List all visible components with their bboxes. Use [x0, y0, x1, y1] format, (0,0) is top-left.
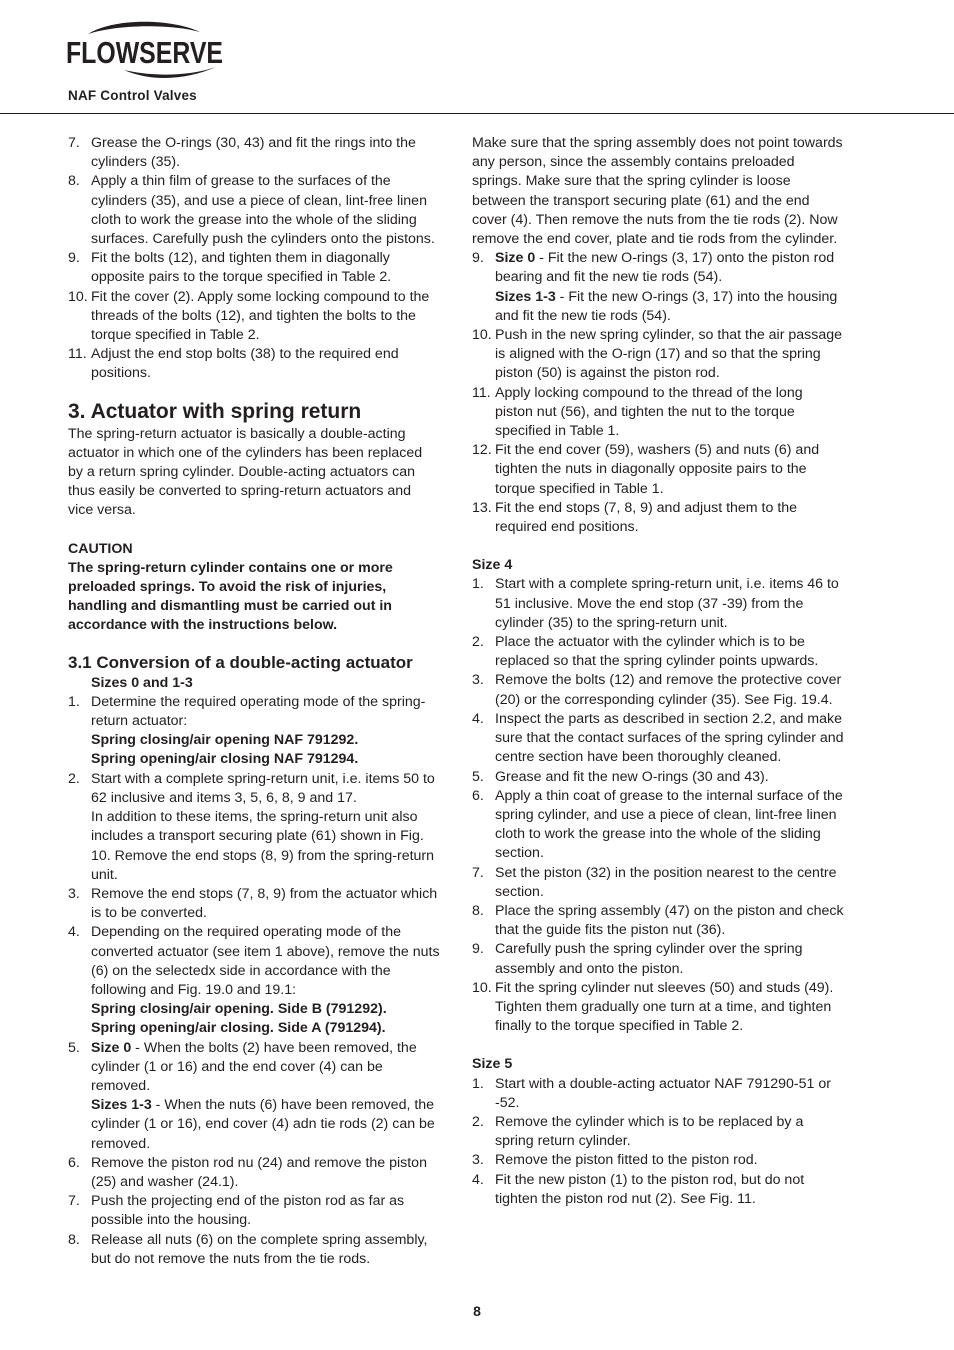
list-item: 1. Start with a double-acting actuator NAF 791290-51 or -52. — [472, 1075, 831, 1111]
list-item: 6. Remove the piston rod nu (24) and remove the piston (25) and washer (24.1). — [68, 1154, 427, 1190]
svg-text:FLOWSERVE: FLOWSERVE — [66, 35, 223, 70]
list-item: 4. Fit the new piston (1) to the piston rod, but do not tighten the piston rod nut (2). See Fig. 11. — [472, 1171, 805, 1207]
sizes-subheading: Sizes 0 and 1-3 — [91, 674, 193, 691]
list-item: 2. Start with a complete spring-return unit, i.e. items 50 to 62 inclusive and items 3, 5, 6, 8, 9 and 17. In addition to these items, the spring-return unit also includes a transport securing plate (61) shown in Fig. 10. Remove the end stops (8, 9) from the spring-return unit. — [68, 770, 435, 883]
list-item: 10. Fit the spring cylinder nut sleeves (50) and studs (49). Tighten them gradually one turn at a time, and tighten finally to the torque specified in Table 2. — [472, 979, 834, 1035]
list-item: 4. Depending on the required operating mode of the converted actuator (see item 1 above), remove the nuts (6) on the selectedx side in accordance with the following and Fig. 19.0 and 19.1: Spring closing/air opening. Side B (791292). Spring opening/air closing. Side A (791294). — [68, 924, 440, 1037]
list-item: 2. Place the actuator with the cylinder which is to be replaced so that the spring cylinder points upwards. — [472, 634, 819, 670]
list-item: 7. Set the piston (32) in the position nearest to the centre section. — [472, 864, 837, 900]
caution-heading: CAUTION — [68, 540, 133, 557]
conversion-steps — [68, 693, 440, 1269]
list-item: 1. Determine the required operating mode of the spring-return actuator: Spring closing/air opening NAF 791292. Spring opening/air closing NAF 791294. — [68, 693, 426, 768]
list-item: 7. Push the projecting end of the piston rod as far as possible into the housing. — [68, 1193, 405, 1229]
list-item: 11. Apply locking compound to the thread of the long piston nut (56), and tighten the nut to the torque specified in Table 1. — [472, 384, 803, 440]
list-item: 5. Grease and fit the new O-rings (30 and 43). — [472, 768, 769, 785]
list-item: 12. Fit the end cover (59), washers (5) and nuts (6) and tighten the nuts in diagonally opposite pairs to the torque specified in Table 1. — [472, 442, 820, 497]
list-item: 9. Carefully push the spring cylinder over the spring assembly and onto the piston. — [472, 941, 803, 977]
size-5-heading: Size 5 — [472, 1056, 513, 1073]
brand-subtitle: NAF Control Valves — [68, 88, 197, 103]
section-3-body: The spring-return actuator is basically a double-acting actuator in which one of the cylinders has been replaced by a return spring cylinder. Double-acting actuators can thus easily be converted to spring-return actuators and vice versa. — [68, 425, 423, 519]
list-item: 7. Grease the O-rings (30, 43) and fit the rings into the cylinders (35). — [68, 135, 416, 171]
steps-list-top — [68, 134, 440, 384]
list-item: 8. Place the spring assembly (47) on the piston and check that the guide fits the piston nut (36). — [472, 902, 844, 939]
steps-list-mid — [472, 249, 844, 537]
list-item: 9. Size 0 - Fit the new O-rings (3, 17) onto the piston rod bearing and fit the new tie rods (54). Sizes 1-3 - Fit the new O-rings (3, 17) into the housing and fit the new tie rods (54). — [472, 250, 838, 324]
left-column — [68, 134, 440, 1269]
list-item: 3. Remove the piston fitted to the piston rod. — [472, 1152, 758, 1169]
section-3-heading: 3. Actuator with spring return — [68, 399, 362, 423]
flowserve-logo — [66, 20, 226, 82]
right-column — [472, 134, 844, 1209]
intro-paragraph: Make sure that the spring assembly does not point towards any person, since the assembly contains preloaded springs. Make sure that the spring cylinder is loose between the transport securing plate (61) and the end cover (4). Then remove the nuts from the tie rods (2). Now remove the end cover, plate and tie rods from the cylinder. — [472, 135, 843, 248]
list-item: 10. Fit the cover (2). Apply some locking compound to the threads of the bolts (12), and tighten the bolts to the torque specified in Table 2. — [68, 288, 430, 344]
page-number: 8 — [473, 1303, 481, 1319]
size-4-steps — [472, 575, 844, 1036]
header-divider — [0, 113, 954, 114]
list-item: 3. Remove the end stops (7, 8, 9) from the actuator which is to be converted. — [68, 885, 438, 922]
list-item: 9. Fit the bolts (12), and tighten them in diagonally opposite pairs to the torque specified in Table 2. — [68, 250, 392, 286]
size-4-heading: Size 4 — [472, 557, 513, 574]
list-item: 10. Push in the new spring cylinder, so that the air passage is aligned with the O-rign (17) and so that the spring piston (50) is against the piston rod. — [472, 327, 843, 382]
list-item: 11. Adjust the end stop bolts (38) to the required end positions. — [68, 346, 399, 382]
list-item: 1. Start with a complete spring-return unit, i.e. items 46 to 51 inclusive. Move the end stop (37 -39) from the cylinder (35) to the spring-return unit. — [472, 576, 839, 631]
list-item: 13. Fit the end stops (7, 8, 9) and adjust them to the required end positions. — [472, 499, 798, 536]
list-item: 4. Inspect the parts as described in section 2.2, and make sure that the contact surfaces of the spring cylinder and centre section have been thoroughly cleaned. — [472, 710, 844, 766]
list-item: 3. Remove the bolts (12) and remove the protective cover (20) or the corresponding cylinder (35). See Fig. 19.4. — [472, 672, 842, 708]
size-5-steps — [472, 1075, 844, 1209]
list-item: 8. Release all nuts (6) on the complete spring assembly, but do not remove the nuts from the tie rods. — [68, 1231, 428, 1267]
caution-body: The spring-return cylinder contains one or more preloaded springs. To avoid the risk of injuries, handling and dismantling must be carried out in accordance with the instructions below. — [68, 559, 393, 634]
section-3-1-heading: 3.1 Conversion of a double-acting actuator — [68, 652, 413, 672]
list-item: 2. Remove the cylinder which is to be replaced by a spring return cylinder. — [472, 1113, 804, 1150]
list-item: 5. Size 0 - When the bolts (2) have been removed, the cylinder (1 or 16) and the end cover (4) can be removed. Sizes 1-3 - When the nuts (6) have been removed, the cylinder (1 or 16), end cover (4) adn tie rods (2) can be removed. — [68, 1039, 435, 1152]
list-item: 8. Apply a thin film of grease to the surfaces of the cylinders (35), and use a piece of clean, lint-free linen cloth to work the grease into the whole of the sliding surfaces. Carefully push the cylinders onto the pistons. — [68, 173, 435, 248]
list-item: 6. Apply a thin coat of grease to the internal surface of the spring cylinder, and use a piece of clean, lint-free linen cloth to work the grease into the whole of the sliding section. — [472, 787, 843, 862]
